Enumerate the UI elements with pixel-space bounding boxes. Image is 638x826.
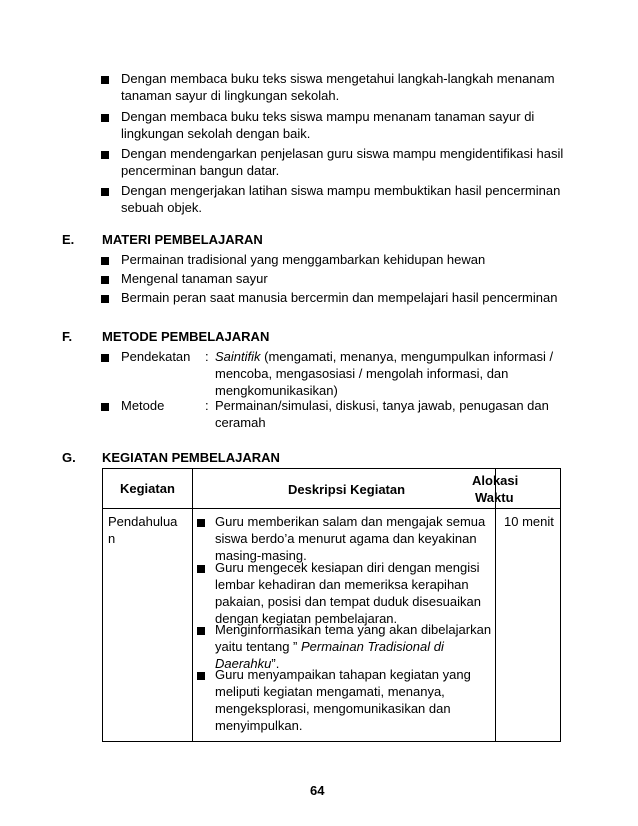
bullet-square-icon <box>101 257 109 265</box>
deskripsi-line: dengan kegiatan pembelajaran. <box>215 611 398 626</box>
metode-label: Metode <box>121 398 165 413</box>
pendekatan-italic: Saintifik <box>215 349 261 364</box>
table-border <box>495 468 496 742</box>
section-title: KEGIATAN PEMBELAJARAN <box>102 450 280 465</box>
deskripsi-italic: Daerahku <box>215 656 272 671</box>
table-border <box>192 468 193 742</box>
pendekatan-rest: (mengamati, menanya, mengumpulkan informasi / <box>260 349 554 364</box>
bullet-square-icon <box>101 354 109 362</box>
table-border <box>102 508 561 509</box>
bullet-square-icon <box>101 403 109 411</box>
table-border <box>560 468 561 742</box>
deskripsi-line: menyimpulkan. <box>215 718 303 733</box>
bullet-square-icon <box>197 672 205 680</box>
deskripsi-line <box>215 638 444 655</box>
table-border <box>102 468 561 469</box>
metode-colon: : <box>205 398 209 413</box>
deskripsi-text: yaitu tentang ” <box>215 639 301 654</box>
page-number: 64 <box>310 783 325 798</box>
waktu-cell: 10 menit <box>504 514 554 529</box>
kegiatan-cell: n <box>108 531 116 546</box>
kegiatan-cell: Pendahulua <box>108 514 178 529</box>
bullet-square-icon <box>101 188 109 196</box>
bullet-square-icon <box>101 114 109 122</box>
bullet-square-icon <box>197 519 205 527</box>
pendekatan-line <box>215 348 553 365</box>
deskripsi-text: ”. <box>271 656 280 671</box>
deskripsi-line: meliputi kegiatan mengamati, menanya, <box>215 684 445 699</box>
deskripsi-line: mengeksplorasi, mengomunikasikan dan <box>215 701 451 716</box>
section-letter: G. <box>62 450 76 465</box>
list-item: Bermain peran saat manusia bercermin dan mempelajari hasil pencerminan <box>121 290 558 305</box>
bullet-square-icon <box>197 565 205 573</box>
section-letter: F. <box>62 329 73 344</box>
deskripsi-line: lembar kehadiran dan memeriksa kerapihan <box>215 577 469 592</box>
bullet-square-icon <box>197 627 205 635</box>
header-kegiatan: Kegiatan <box>120 481 175 496</box>
objective-line: sebuah objek. <box>121 200 202 215</box>
header-deskripsi: Deskripsi Kegiatan <box>288 482 406 497</box>
objective-line: tanaman sayur di lingkungan sekolah. <box>121 88 340 103</box>
table-border <box>102 468 103 742</box>
header-alokasi: Alokasi <box>472 473 519 488</box>
bullet-square-icon <box>101 151 109 159</box>
deskripsi-line: Guru mengecek kesiapan diri dengan mengisi <box>215 560 480 575</box>
header-waktu: Waktu <box>475 490 514 505</box>
pendekatan-line: mencoba, mengasosiasi / mengolah informasi, dan <box>215 366 509 381</box>
objective-line: Dengan mendengarkan penjelasan guru siswa mampu mengidentifikasi hasil <box>121 146 564 161</box>
bullet-square-icon <box>101 76 109 84</box>
deskripsi-line: Menginformasikan tema yang akan dibelajarkan <box>215 622 492 637</box>
bullet-square-icon <box>101 276 109 284</box>
list-item: Mengenal tanaman sayur <box>121 271 268 286</box>
section-letter: E. <box>62 232 75 247</box>
list-item: Permainan tradisional yang menggambarkan kehidupan hewan <box>121 252 486 267</box>
pendekatan-colon: : <box>205 349 209 364</box>
metode-line: ceramah <box>215 415 266 430</box>
metode-line: Permainan/simulasi, diskusi, tanya jawab, penugasan dan <box>215 398 549 413</box>
section-title: MATERI PEMBELAJARAN <box>102 232 263 247</box>
section-title: METODE PEMBELAJARAN <box>102 329 270 344</box>
deskripsi-line: siswa berdo’a menurut agama dan keyakinan <box>215 531 477 546</box>
deskripsi-line: Guru menyampaikan tahapan kegiatan yang <box>215 667 471 682</box>
deskripsi-italic: Permainan Tradisional di <box>301 639 444 654</box>
objective-line: Dengan membaca buku teks siswa mampu menanam tanaman sayur di <box>121 109 535 124</box>
deskripsi-line: Guru memberikan salam dan mengajak semua <box>215 514 486 529</box>
deskripsi-line: pakaian, posisi dan tempat duduk disesuaikan <box>215 594 481 609</box>
objective-line: Dengan membaca buku teks siswa mengetahui langkah-langkah menanam <box>121 71 555 86</box>
pendekatan-line: mengkomunikasikan) <box>215 383 338 398</box>
pendekatan-label: Pendekatan <box>121 349 191 364</box>
table-border <box>102 741 561 742</box>
objective-line: lingkungan sekolah dengan baik. <box>121 126 311 141</box>
objective-line: pencerminan bangun datar. <box>121 163 280 178</box>
objective-line: Dengan mengerjakan latihan siswa mampu membuktikan hasil pencerminan <box>121 183 561 198</box>
deskripsi-line: masing-masing. <box>215 548 307 563</box>
bullet-square-icon <box>101 295 109 303</box>
